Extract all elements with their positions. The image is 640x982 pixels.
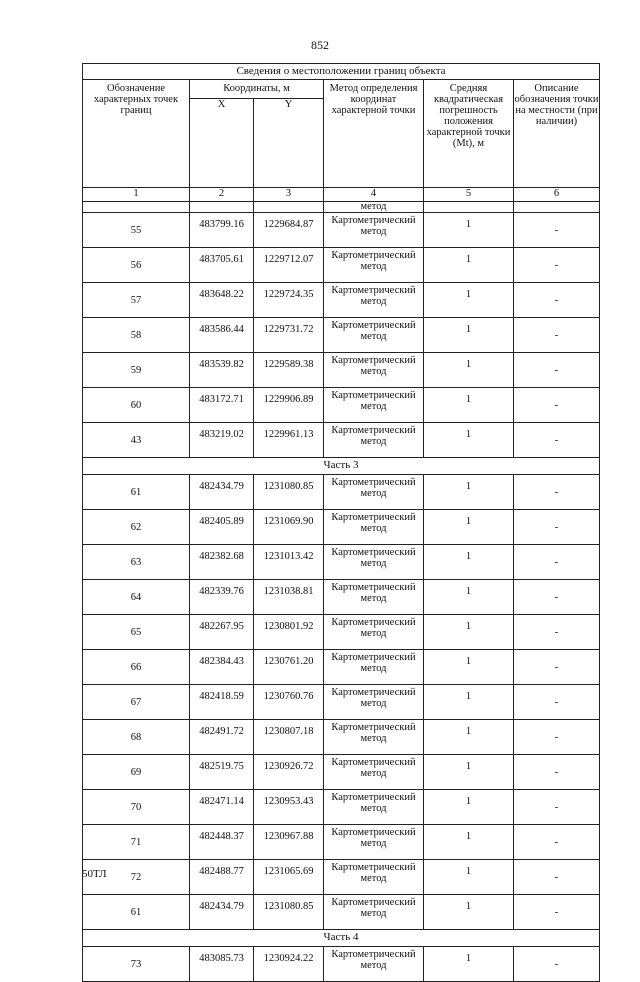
coordinate-x: 482434.79 xyxy=(190,475,254,510)
column-number: 6 xyxy=(514,188,600,202)
header-error: Средняя квадратическая погрешность положения характерной точки (Mt), м xyxy=(424,80,514,188)
coordinate-x: 483799.16 xyxy=(190,213,254,248)
coordinate-y: 1231065.69 xyxy=(254,860,324,895)
coordinate-y: 1229712.07 xyxy=(254,248,324,283)
point-number: 62 xyxy=(83,510,190,545)
coordinate-x: 483219.02 xyxy=(190,423,254,458)
error-cell: 1 xyxy=(424,947,514,982)
table-row xyxy=(83,947,600,982)
coordinate-x: 483539.82 xyxy=(190,353,254,388)
point-number: 71 xyxy=(83,825,190,860)
error-cell: 1 xyxy=(424,615,514,650)
point-number: 65 xyxy=(83,615,190,650)
header-method: Метод определения координат характерной точки xyxy=(324,80,424,188)
description-cell: - xyxy=(514,895,600,930)
coordinate-x: 482519.75 xyxy=(190,755,254,790)
method-cell: Картометрический метод xyxy=(324,475,424,510)
error-cell: 1 xyxy=(424,580,514,615)
point-number: 56 xyxy=(83,248,190,283)
description-cell: - xyxy=(514,580,600,615)
coordinate-y: 1231013.42 xyxy=(254,545,324,580)
table-row xyxy=(83,685,600,720)
table-row xyxy=(83,580,600,615)
error-cell: 1 xyxy=(424,510,514,545)
point-number: 64 xyxy=(83,580,190,615)
footer-mark: 50ТЛ xyxy=(82,868,107,880)
method-cell: Картометрический метод xyxy=(324,790,424,825)
coordinate-x: 482384.43 xyxy=(190,650,254,685)
method-cell: Картометрический метод xyxy=(324,580,424,615)
table-row xyxy=(83,825,600,860)
coordinate-y: 1230924.22 xyxy=(254,947,324,982)
coordinate-y: 1229684.87 xyxy=(254,213,324,248)
coordinate-y: 1230801.92 xyxy=(254,615,324,650)
error-cell: 1 xyxy=(424,895,514,930)
error-cell: 1 xyxy=(424,545,514,580)
description-cell: - xyxy=(514,423,600,458)
coordinate-x: 483586.44 xyxy=(190,318,254,353)
point-number: 55 xyxy=(83,213,190,248)
table-row xyxy=(83,318,600,353)
table-row xyxy=(83,353,600,388)
boundary-coordinates-table xyxy=(82,63,600,982)
table-row xyxy=(83,248,600,283)
header-coordinates: Координаты, м xyxy=(190,80,324,99)
table-caption: Сведения о местоположении границ объекта xyxy=(83,64,600,80)
page-number: 852 xyxy=(311,38,329,52)
error-cell: 1 xyxy=(424,685,514,720)
boundary-table-container xyxy=(82,63,599,982)
table-row xyxy=(83,545,600,580)
method-cell: Картометрический метод xyxy=(324,895,424,930)
coordinate-y: 1231038.81 xyxy=(254,580,324,615)
method-cell: Картометрический метод xyxy=(324,388,424,423)
header-y: Y xyxy=(254,98,324,187)
coordinate-x: 482488.77 xyxy=(190,860,254,895)
point-number: 73 xyxy=(83,947,190,982)
method-cell: Картометрический метод xyxy=(324,947,424,982)
description-cell: - xyxy=(514,755,600,790)
description-cell: - xyxy=(514,825,600,860)
coordinate-y: 1230807.18 xyxy=(254,720,324,755)
point-number: 66 xyxy=(83,650,190,685)
error-cell: 1 xyxy=(424,423,514,458)
column-number: 3 xyxy=(254,188,324,202)
header-designation: Обозначение характерных точек границ xyxy=(83,80,190,188)
method-cell: Картометрический метод xyxy=(324,510,424,545)
coordinate-x: 482434.79 xyxy=(190,895,254,930)
method-cell: Картометрический метод xyxy=(324,283,424,318)
table-row xyxy=(83,790,600,825)
method-cell: Картометрический метод xyxy=(324,650,424,685)
coordinate-x: 483705.61 xyxy=(190,248,254,283)
coordinate-y: 1231069.90 xyxy=(254,510,324,545)
column-number: 4 xyxy=(324,188,424,202)
coordinate-y: 1229589.38 xyxy=(254,353,324,388)
point-number: 67 xyxy=(83,685,190,720)
point-number: 58 xyxy=(83,318,190,353)
coordinate-x: 482382.68 xyxy=(190,545,254,580)
description-cell: - xyxy=(514,545,600,580)
table-row xyxy=(83,423,600,458)
error-cell: 1 xyxy=(424,755,514,790)
error-cell: 1 xyxy=(424,283,514,318)
description-cell: - xyxy=(514,388,600,423)
table-row xyxy=(83,213,600,248)
table-row xyxy=(83,720,600,755)
method-cell: Картометрический метод xyxy=(324,615,424,650)
coordinate-x: 482405.89 xyxy=(190,510,254,545)
coordinate-y: 1230926.72 xyxy=(254,755,324,790)
coordinate-y: 1229961.13 xyxy=(254,423,324,458)
table-row xyxy=(83,388,600,423)
description-cell: - xyxy=(514,248,600,283)
error-cell: 1 xyxy=(424,825,514,860)
method-cell: Картометрический метод xyxy=(324,755,424,790)
point-number: 70 xyxy=(83,790,190,825)
column-number: 1 xyxy=(83,188,190,202)
coordinate-x: 482267.95 xyxy=(190,615,254,650)
error-cell: 1 xyxy=(424,720,514,755)
description-cell: - xyxy=(514,283,600,318)
coordinate-x: 482339.76 xyxy=(190,580,254,615)
table-row xyxy=(83,510,600,545)
part-3-label-row xyxy=(83,458,600,475)
coordinate-x: 482448.37 xyxy=(190,825,254,860)
method-cell: Картометрический метод xyxy=(324,860,424,895)
table-row xyxy=(83,860,600,895)
point-number: 60 xyxy=(83,388,190,423)
coordinate-x: 482471.14 xyxy=(190,790,254,825)
error-cell: 1 xyxy=(424,353,514,388)
point-number: 61 xyxy=(83,475,190,510)
error-cell: 1 xyxy=(424,213,514,248)
table-row xyxy=(83,650,600,685)
description-cell: - xyxy=(514,510,600,545)
header-description: Описание обозначения точки на местности (при наличии) xyxy=(514,80,600,188)
part-4-label: Часть 4 xyxy=(83,930,600,947)
method-cell: Картометрический метод xyxy=(324,545,424,580)
table-row xyxy=(83,475,600,510)
column-numbers-row xyxy=(83,188,600,202)
point-number: 59 xyxy=(83,353,190,388)
coordinate-x: 483648.22 xyxy=(190,283,254,318)
coordinate-x: 482491.72 xyxy=(190,720,254,755)
method-cell: Картометрический метод xyxy=(324,248,424,283)
header-x: X xyxy=(190,98,254,187)
error-cell: 1 xyxy=(424,248,514,283)
table-header-row xyxy=(83,80,600,99)
error-cell: 1 xyxy=(424,475,514,510)
coordinate-y: 1229724.35 xyxy=(254,283,324,318)
method-cell: Картометрический метод xyxy=(324,720,424,755)
coordinate-y: 1229906.89 xyxy=(254,388,324,423)
description-cell: - xyxy=(514,860,600,895)
description-cell: - xyxy=(514,353,600,388)
description-cell: - xyxy=(514,947,600,982)
point-number: 72 xyxy=(83,860,190,895)
coordinate-y: 1230760.76 xyxy=(254,685,324,720)
table-row xyxy=(83,755,600,790)
table-row xyxy=(83,283,600,318)
error-cell: 1 xyxy=(424,860,514,895)
method-cell: Картометрический метод xyxy=(324,685,424,720)
description-cell: - xyxy=(514,685,600,720)
method-cell: Картометрический метод xyxy=(324,318,424,353)
method-cell: Картометрический метод xyxy=(324,353,424,388)
coordinate-y: 1231080.85 xyxy=(254,895,324,930)
error-cell: 1 xyxy=(424,388,514,423)
description-cell: - xyxy=(514,790,600,825)
point-number: 69 xyxy=(83,755,190,790)
error-cell: 1 xyxy=(424,318,514,353)
description-cell: - xyxy=(514,650,600,685)
column-number: 2 xyxy=(190,188,254,202)
method-cell: Картометрический метод xyxy=(324,213,424,248)
coordinate-y: 1231080.85 xyxy=(254,475,324,510)
coordinate-x: 483085.73 xyxy=(190,947,254,982)
description-cell: - xyxy=(514,720,600,755)
method-cell: Картометрический метод xyxy=(324,825,424,860)
column-number: 5 xyxy=(424,188,514,202)
continuation-row xyxy=(83,202,600,213)
description-cell: - xyxy=(514,213,600,248)
table-caption-row xyxy=(83,64,600,80)
method-cell: Картометрический метод xyxy=(324,423,424,458)
point-number: 61 xyxy=(83,895,190,930)
point-number: 63 xyxy=(83,545,190,580)
coordinate-y: 1230967.88 xyxy=(254,825,324,860)
table-row xyxy=(83,615,600,650)
description-cell: - xyxy=(514,318,600,353)
coordinate-y: 1229731.72 xyxy=(254,318,324,353)
description-cell: - xyxy=(514,615,600,650)
error-cell: 1 xyxy=(424,790,514,825)
error-cell: 1 xyxy=(424,650,514,685)
coordinate-y: 1230761.20 xyxy=(254,650,324,685)
description-cell: - xyxy=(514,475,600,510)
part-4-label-row xyxy=(83,930,600,947)
point-number: 43 xyxy=(83,423,190,458)
coordinate-x: 483172.71 xyxy=(190,388,254,423)
coordinate-x: 482418.59 xyxy=(190,685,254,720)
table-row xyxy=(83,895,600,930)
part-3-label: Часть 3 xyxy=(83,458,600,475)
continuation-method: метод xyxy=(324,202,424,213)
coordinate-y: 1230953.43 xyxy=(254,790,324,825)
point-number: 68 xyxy=(83,720,190,755)
point-number: 57 xyxy=(83,283,190,318)
